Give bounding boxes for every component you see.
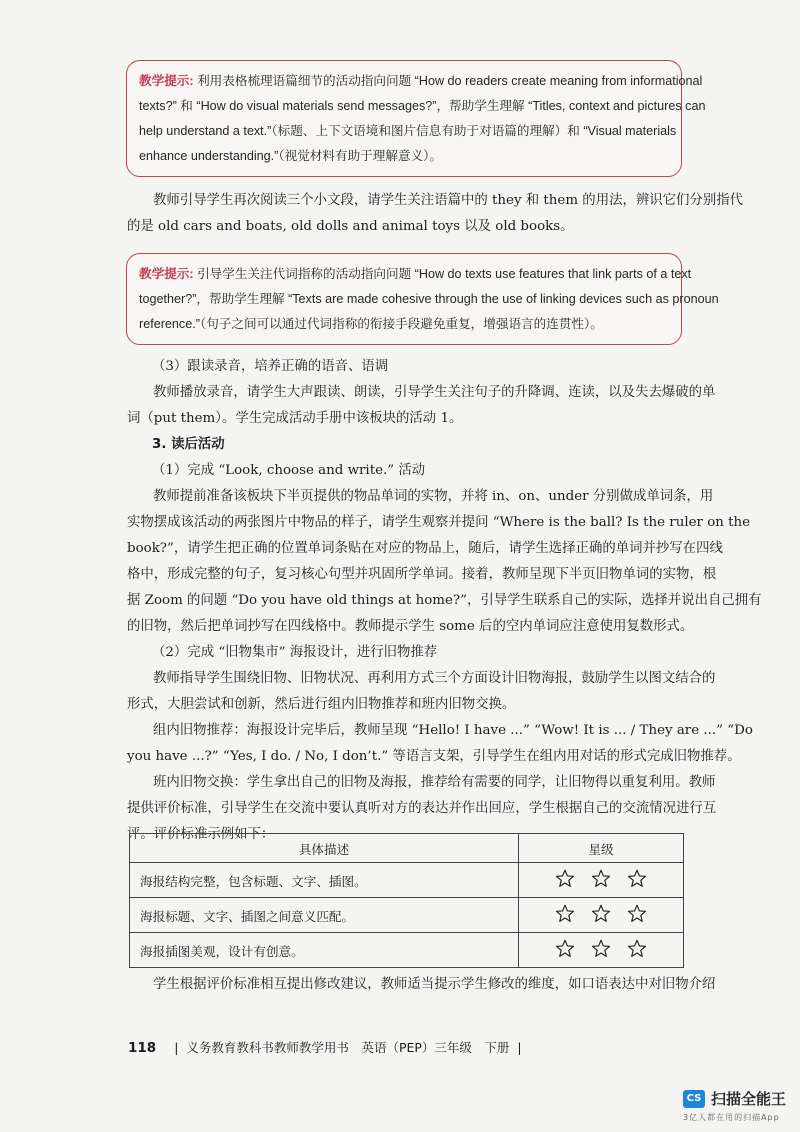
tip-label: 教学提示: <box>139 267 194 281</box>
star-outline-icon <box>627 869 647 891</box>
heading-look-choose-write: （1）完成 “Look, choose and write.” 活动 <box>152 463 426 478</box>
tip-text-line: help understand a text.”（标题、上下文语境和图片信息有助于对语篇的理解）和 “Visual materials <box>139 124 677 138</box>
tip-text-line: together?”，帮助学生理解 “Texts are made cohesive through the use of linking devices such as pronoun <box>139 292 719 306</box>
page-number: 118 <box>128 1040 157 1056</box>
paragraph-look-activity <box>127 484 762 640</box>
footer-divider: | <box>174 1040 179 1055</box>
paragraph-recording <box>127 380 716 432</box>
table-row <box>130 898 684 933</box>
column-header-rating: 星级 <box>519 834 684 863</box>
paragraph-line: 格中，形成完整的句子，复习核心句型并巩固所学单词。接着，教师呈现下半页旧物单词的实物，根 <box>127 567 717 582</box>
book-subject: 英语（PEP）三年级 下册 <box>361 1040 510 1055</box>
paragraph-line: 据 Zoom 的问题 “Do you have old things at home?”，引导学生联系自己的实际，选择并说出自己拥有 <box>127 593 762 608</box>
paragraph-line: book?”，请学生把正确的位置单词条贴在对应的物品上，随后，请学生选择正确的单词并抄写在四线 <box>127 541 723 556</box>
watermark-tagline: 3亿人都在用的扫描App <box>682 1113 780 1122</box>
star-rating <box>519 863 684 898</box>
star-outline-icon <box>627 904 647 926</box>
paragraph-line: 评。评价标准示例如下： <box>127 827 275 842</box>
criterion-cell: 海报结构完整，包含标题、文字、插图。 <box>130 863 519 898</box>
scanner-watermark <box>683 1088 786 1123</box>
paragraph-line: 形式，大胆尝试和创新，然后进行组内旧物推荐和班内旧物交换。 <box>127 697 516 712</box>
paragraph-line: 组内旧物推荐：海报设计完毕后，教师呈现 “Hello! I have ...” “Wow! It is ... / They are ...” “Do <box>153 723 753 738</box>
criterion-cell: 海报插图美观，设计有创意。 <box>130 933 519 968</box>
tip-text-line: 利用表格梳理语篇细节的活动指向问题 “How do readers create meaning from informational <box>197 74 703 88</box>
heading-follow-reading: （3）跟读录音，培养正确的语音、语调 <box>152 359 389 374</box>
criterion-cell: 海报标题、文字、插图之间意义匹配。 <box>130 898 519 933</box>
star-outline-icon <box>555 904 575 926</box>
star-outline-icon <box>591 904 611 926</box>
star-outline-icon <box>627 939 647 961</box>
paragraph-group-recommend <box>127 718 753 770</box>
paragraph-line: 教师播放录音，请学生大声跟读、朗读，引导学生关注句子的升降调、连读，以及失去爆破的单 <box>153 385 716 400</box>
tip-text-line: reference.”（句子之间可以通过代词指称的衔接手段避免重复，增强语言的连贯性）。 <box>139 317 603 331</box>
column-header-description: 具体描述 <box>130 834 519 863</box>
page-footer <box>128 1038 530 1056</box>
book-series: 义务教育教科书教师教学用书 <box>186 1040 349 1055</box>
tip-text-line: texts?” 和 “How do visual materials send messages?”，帮助学生理解 “Titles, context and pictures can <box>139 99 706 113</box>
tip-text-line: enhance understanding.”（视觉材料有助于理解意义）。 <box>139 149 443 163</box>
paragraph-line: 教师指导学生围绕旧物、旧物状况、再利用方式三个方面设计旧物海报，鼓励学生以图文结合的 <box>153 671 716 686</box>
camscanner-logo-icon: CS <box>683 1090 705 1108</box>
paragraph-line: you have ...?” “Yes, I do. / No, I don’t.” 等语言支架，引导学生在组内用对话的形式完成旧物推荐。 <box>127 749 741 764</box>
paragraph-poster <box>127 666 716 718</box>
star-outline-icon <box>591 869 611 891</box>
star-rating <box>519 933 684 968</box>
paragraph-line: 教师提前准备该板块下半页提供的物品单词的实物，并将 in、on、under 分别做成单词条，用 <box>153 489 714 504</box>
evaluation-table <box>129 833 684 968</box>
heading-post-reading: 3. 读后活动 <box>152 437 225 452</box>
star-rating <box>519 898 684 933</box>
paragraph-line: 实物摆成该活动的两张图片中物品的样子，请学生观察并提问 “Where is the ball? Is the ruler on the <box>127 515 751 530</box>
paragraph-revision <box>127 972 716 998</box>
tip-label: 教学提示: <box>139 74 194 88</box>
footer-divider: | <box>517 1040 522 1055</box>
star-outline-icon <box>555 939 575 961</box>
paragraph-line: 教师引导学生再次阅读三个小文段，请学生关注语篇中的 they 和 them 的用法，辨识它们分别指代 <box>153 193 743 208</box>
paragraph-line: 学生根据评价标准相互提出修改建议，教师适当提示学生修改的维度，如口语表达中对旧物介绍 <box>153 977 716 992</box>
paragraph-line: 的是 old cars and boats, old dolls and animal toys 以及 old books。 <box>127 219 574 234</box>
paragraph-reread <box>127 188 743 240</box>
watermark-app-name: 扫描全能王 <box>710 1090 786 1108</box>
star-outline-icon <box>555 869 575 891</box>
table-row <box>130 863 684 898</box>
paragraph-line: 班内旧物交换：学生拿出自己的旧物及海报，推荐给有需要的同学，让旧物得以重复利用。教师 <box>153 775 716 790</box>
tip-text-line: 引导学生关注代词指称的活动指向问题 “How do texts use features that link parts of a text <box>197 267 692 281</box>
table-header-row <box>130 834 684 863</box>
teaching-tip-box-2 <box>126 253 719 345</box>
paragraph-line: 提供评价标准，引导学生在交流中要认真听对方的表达并作出回应，学生根据自己的交流情况进行互 <box>127 801 717 816</box>
paragraph-line: 词（put them）。学生完成活动手册中该板块的活动 1。 <box>127 411 463 426</box>
heading-poster-design: （2）完成 “旧物集市” 海报设计，进行旧物推荐 <box>152 645 438 660</box>
table-row <box>130 933 684 968</box>
paragraph-line: 的旧物，然后把单词抄写在四线格中。教师提示学生 some 后的空内单词应注意使用复数形式。 <box>127 619 694 634</box>
teaching-tip-box-1 <box>126 60 706 177</box>
star-outline-icon <box>591 939 611 961</box>
